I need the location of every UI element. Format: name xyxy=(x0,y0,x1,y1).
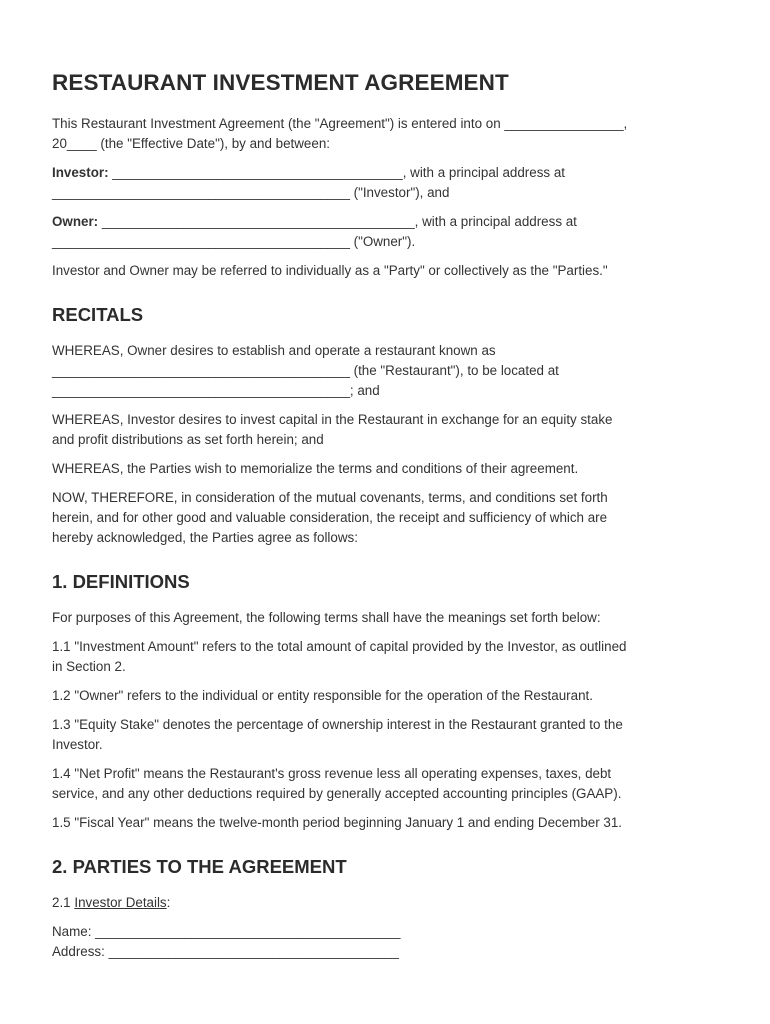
investor-paragraph xyxy=(52,163,718,203)
owner-paragraph xyxy=(52,212,718,252)
recitals-heading: RECITALS xyxy=(52,304,144,325)
parties-heading: 2. PARTIES TO THE AGREEMENT xyxy=(52,856,347,877)
recital-paragraph: NOW, THEREFORE, in consideration of the mutual covenants, terms, and conditions set forth herein, and for other good and valuable consideration, the receipt and sufficiency of which are hereby acknowledged, the Parties agree as follows: xyxy=(52,490,608,545)
definitions-intro: For purposes of this Agreement, the following terms shall have the meanings set forth below: xyxy=(52,610,601,625)
parties-note: Investor and Owner may be referred to individually as a "Party" or collectively as the "Parties." xyxy=(52,263,608,278)
definition-item: 1.2 "Owner" refers to the individual or entity responsible for the operation of the Restaurant. xyxy=(52,688,593,703)
intro-paragraph: This Restaurant Investment Agreement (the "Agreement") is entered into on ________________, 20____ (the "Effective Date"), by and between: xyxy=(52,116,628,151)
document-title: RESTAURANT INVESTMENT AGREEMENT xyxy=(52,70,509,95)
investor-name-line: Name: _________________________________________ xyxy=(52,924,401,939)
definition-item: 1.4 "Net Profit" means the Restaurant's gross revenue less all operating expenses, taxes, debt service, and any other deductions required by generally accepted accounting principles (GAAP). xyxy=(52,766,622,801)
definitions-heading: 1. DEFINITIONS xyxy=(52,571,190,592)
subsection-title: Investor Details xyxy=(74,895,167,910)
investor-details-subheading xyxy=(52,893,718,913)
recital-paragraph: WHEREAS, Owner desires to establish and operate a restaurant known as ________________________________________ (the "Restaurant"), to be located at ________________________________________; and xyxy=(52,343,559,398)
investor-text: _______________________________________, with a principal address at ________________________________________ ("Investor"), and xyxy=(52,165,565,200)
recital-paragraph: WHEREAS, Investor desires to invest capital in the Restaurant in exchange for an equity stake and profit distributions as set forth herein; and xyxy=(52,412,613,447)
definition-item: 1.5 "Fiscal Year" means the twelve-month period beginning January 1 and ending December 31. xyxy=(52,815,623,830)
investor-address-line: Address: _______________________________________ xyxy=(52,944,400,959)
subsection-number: 2.1 xyxy=(52,895,75,910)
owner-text: __________________________________________, with a principal address at ________________________________________ ("Owner"). xyxy=(52,214,577,249)
definition-item: 1.3 "Equity Stake" denotes the percentage of ownership interest in the Restaurant granted to the Investor. xyxy=(52,717,623,752)
definition-item: 1.1 "Investment Amount" refers to the total amount of capital provided by the Investor, as outlined in Section 2. xyxy=(52,639,627,674)
owner-label: Owner: xyxy=(52,214,99,229)
subsection-colon: : xyxy=(166,895,171,910)
recital-paragraph: WHEREAS, the Parties wish to memorialize the terms and conditions of their agreement. xyxy=(52,461,579,476)
investor-label: Investor: xyxy=(52,165,109,180)
